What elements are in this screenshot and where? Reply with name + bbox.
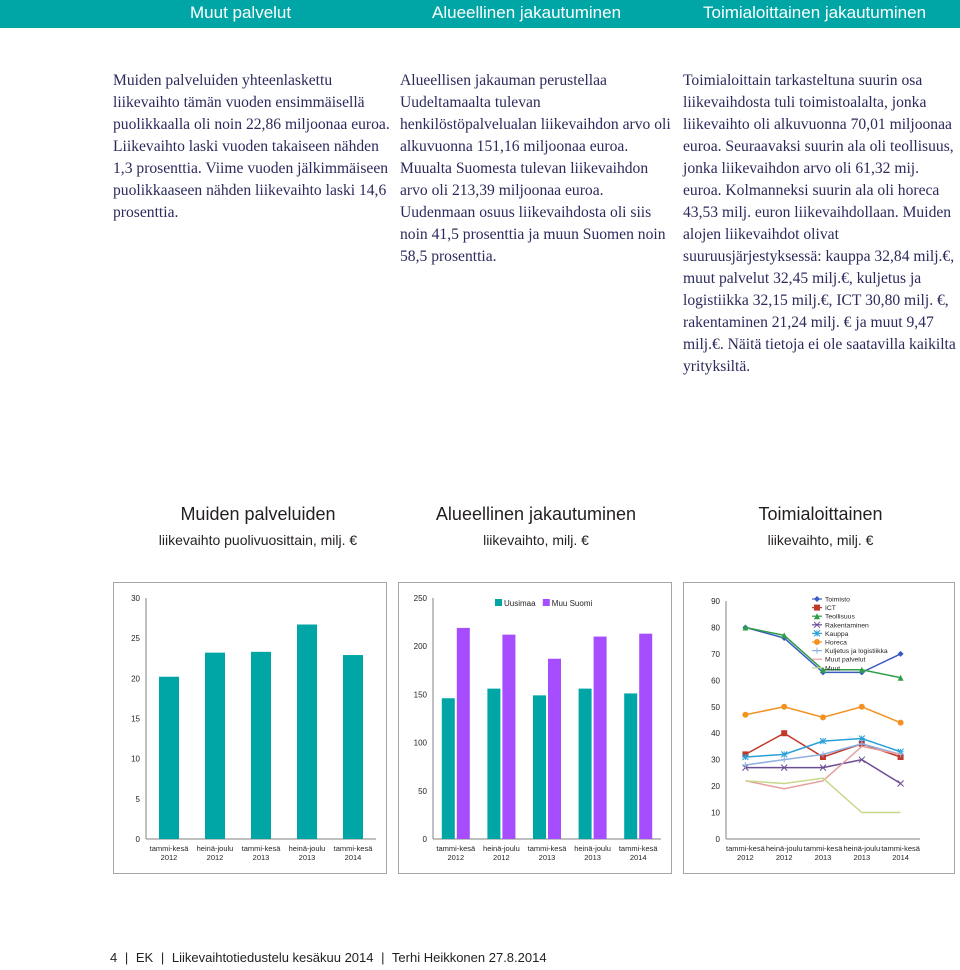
- chart2-x-tick-label: heinä-joulu: [483, 844, 520, 853]
- chart2-x-tick-year: 2013: [538, 853, 556, 862]
- chart2-bar-muu-suomi: [639, 634, 652, 839]
- chart3-legend-marker: [814, 596, 820, 602]
- text-column-muut-palvelut: Muiden palveluiden yhteenlaskettu liikevaihto tämän vuoden ensimmäisellä puolikkaalla oli noin 22,86 miljoonaa euroa. Liikevaihto laski vuoden takaiseen nähden 1,3 prosenttia. Viime vuoden jälkimmäiseen puolikkaaseen nähden liikevaihto laski 14,6 prosenttia.: [113, 72, 390, 221]
- chart3-x-tick-label: tammi-kesä: [881, 844, 920, 853]
- chart3-x-tick-label: tammi-kesä: [726, 844, 765, 853]
- chart1-bar: [297, 625, 317, 839]
- chart1-y-tick-label: 25: [131, 634, 140, 644]
- chart2-bar-muu-suomi: [457, 628, 470, 839]
- tab-alueellinen-jakautuminen[interactable]: Alueellinen jakautuminen: [432, 3, 622, 22]
- chart1-title: Muiden palveluiden: [180, 504, 336, 524]
- chart3-point-ict: [781, 730, 787, 736]
- chart2-x-tick-label: tammi-kesä: [618, 844, 658, 853]
- chart1-y-tick-label: 5: [135, 794, 140, 804]
- chart1-x-tick-year: 2013: [252, 853, 270, 862]
- chart3-point-rakentaminen: [898, 780, 904, 786]
- chart3-point-kauppa: [859, 736, 865, 742]
- chart2-legend-label: Uusimaa: [504, 599, 536, 608]
- chart3-legend-label: Kauppa: [825, 630, 849, 638]
- chart3-y-tick-label: 50: [711, 702, 720, 712]
- chart1-x-tick-year: 2013: [298, 853, 316, 862]
- chart2-bar-uusimaa: [487, 689, 500, 839]
- chart2-x-tick-year: 2014: [629, 853, 647, 862]
- chart3-y-tick-label: 80: [711, 623, 720, 633]
- chart3-box: [683, 582, 955, 874]
- tab-toimialoittainen-jakautuminen[interactable]: Toimialoittainen jakautuminen: [703, 3, 927, 22]
- footer-document: Liikevaihtotiedustelu kesäkuu 2014: [171, 950, 374, 965]
- chart2-bar-muu-suomi: [548, 659, 561, 839]
- chart2-x-tick-label: tammi-kesä: [527, 844, 567, 853]
- chart3-legend-label: ICT: [825, 605, 836, 613]
- chart1-x-tick-year: 2012: [160, 853, 178, 862]
- chart2-bar-muu-suomi: [502, 635, 515, 839]
- chart2-bar-uusimaa: [442, 698, 455, 839]
- chart3-point-kauppa: [742, 754, 748, 760]
- chart3-point-kauppa: [820, 738, 826, 744]
- chart2-y-tick-label: 100: [413, 738, 427, 748]
- chart1-x-tick-label: tammi-kesä: [333, 844, 373, 853]
- chart1-y-tick-label: 10: [131, 754, 140, 764]
- chart1-y-tick-label: 30: [131, 594, 140, 603]
- top-navigation-bar: [0, 0, 960, 28]
- chart1-bar: [251, 652, 271, 839]
- footer-author: Terhi Heikkonen 27.8.2014: [391, 950, 547, 965]
- chart2-x-tick-year: 2012: [493, 853, 510, 862]
- chart3-point-horeca: [859, 704, 865, 710]
- chart2-legend-swatch: [495, 599, 502, 606]
- chart1-x-tick-label: tammi-kesä: [149, 844, 189, 853]
- chart3-x-tick-label: heinä-joulu: [765, 844, 803, 853]
- footer-separator: |: [160, 950, 165, 965]
- footer-separator: |: [381, 950, 385, 965]
- chart2-bar-uusimaa: [624, 693, 637, 839]
- chart2-title: Alueellinen jakautuminen: [435, 504, 637, 524]
- chart3-point-horeca: [781, 704, 787, 710]
- chart3-title: Toimialoittainen: [758, 504, 883, 524]
- chart3-x-tick-year: 2013: [814, 853, 832, 862]
- chart3-line-muut: [745, 778, 900, 812]
- chart3-legend-label: Muut: [825, 665, 841, 673]
- chart2-box: [398, 582, 672, 874]
- chart2-y-tick-label: 50: [418, 786, 427, 796]
- chart3-point-horeca: [820, 714, 826, 720]
- tab-muut-palvelut[interactable]: Muut palvelut: [190, 3, 292, 22]
- chart3-y-tick-label: 20: [711, 782, 720, 792]
- chart3-x-tick-label: heinä-joulu: [843, 844, 881, 853]
- chart2-y-tick-label: 250: [413, 594, 427, 603]
- chart3-x-tick-year: 2014: [892, 853, 909, 862]
- chart1-y-tick-label: 20: [131, 674, 140, 684]
- chart3-x-tick-year: 2013: [853, 853, 871, 862]
- chart3-point-toimisto: [898, 651, 904, 657]
- chart3-y-tick-label: 60: [711, 676, 720, 686]
- chart1-y-tick-label: 0: [135, 835, 140, 844]
- chart3-point-kuljetus-ja-logistiikka: [781, 757, 787, 763]
- chart3-point-horeca: [898, 720, 904, 726]
- chart3-legend-label: Kuljetus ja logistiikka: [825, 648, 888, 656]
- chart2-y-tick-label: 200: [413, 642, 427, 652]
- chart3-legend-marker: [814, 639, 820, 645]
- chart3-subtitle: liikevaihto, milj. €: [767, 532, 874, 548]
- chart2-x-tick-year: 2013: [584, 853, 601, 862]
- chart3-y-tick-label: 90: [711, 597, 720, 606]
- chart1-x-tick-label: tammi-kesä: [241, 844, 281, 853]
- chart2-legend-swatch: [543, 599, 550, 606]
- chart2-x-tick-year: 2012: [447, 853, 465, 862]
- chart1-x-tick-label: heinä-joulu: [288, 844, 326, 853]
- chart2-svg: [399, 583, 671, 873]
- chart3-x-tick-year: 2012: [775, 853, 793, 862]
- chart3-y-tick-label: 10: [711, 808, 720, 818]
- chart2-bar-muu-suomi: [594, 637, 607, 839]
- chart3-legend-marker: [814, 630, 820, 636]
- chart1-bar: [343, 655, 363, 839]
- chart2-bar-uusimaa: [579, 689, 592, 839]
- footer-org: EK: [135, 950, 154, 965]
- chart3-legend-label: Muut palvelut: [825, 656, 866, 664]
- chart3-y-tick-label: 40: [711, 729, 720, 739]
- chart2-y-tick-label: 0: [422, 835, 427, 844]
- chart3-y-tick-label: 70: [711, 649, 720, 659]
- chart3-legend-label: Rakentaminen: [825, 622, 869, 630]
- chart1-x-tick-label: heinä-joulu: [196, 844, 234, 853]
- footer-separator: |: [124, 950, 129, 965]
- chart1-bar: [205, 653, 225, 839]
- chart1-box: [113, 582, 387, 874]
- chart3-legend-label: Teollisuus: [825, 613, 855, 621]
- footer: [110, 950, 547, 965]
- footer-page-number: 4: [110, 950, 118, 965]
- chart3-legend-label: Horeca: [825, 639, 847, 647]
- chart3-svg: [684, 583, 954, 873]
- chart3-y-tick-label: 30: [711, 755, 720, 765]
- chart3-legend-label: Toimisto: [825, 596, 850, 604]
- text-column-toimialoittainen: Toimialoittain tarkasteltuna suurin osa liikevaihdosta tuli toimistoalalta, jonka liikevaihto oli alkuvuonna 70,01 miljoonaa euroa. Seuraavaksi suurin ala oli teollisuus, jonka liikevaihdon arvo oli 61,32 mij. euroa. Kolmanneksi suurin ala oli horeca 43,53 milj. euron liikevaihdollaan. Muiden alojen liikevaihdot olivat suuruusjärjestyksessä: kauppa 32,84 milj.€, muut palvelut 32,45 milj.€, kuljetus ja logistiikka 32,15 milj.€, ICT 30,80 milj. €, rakentaminen 21,24 milj. € ja muut 9,47 milj.€. Näitä tietoja ei ole saatavilla kaikilta yrityksiltä.: [683, 72, 956, 375]
- chart1-x-tick-year: 2014: [344, 853, 362, 862]
- chart2-x-tick-label: tammi-kesä: [436, 844, 476, 853]
- chart2-bar-uusimaa: [533, 695, 546, 839]
- chart1-subtitle: liikevaihto puolivuosittain, milj. €: [158, 532, 358, 548]
- chart2-legend-label: Muu Suomi: [551, 599, 593, 608]
- chart3-point-horeca: [742, 712, 748, 718]
- chart2-x-tick-label: heinä-joulu: [574, 844, 611, 853]
- text-column-alueellinen: Alueellisen jakauman perustellaa Uudeltamaalta tulevan henkilöstöpalvelualan liikevaihdon arvo oli alkuvuonna 151,16 miljoonaa euroa. Muualta Suomesta tulevan liikevaihdon arvo oli 213,39 miljoonaa euroa. Uudenmaan osuus liikevaihdosta oli siis noin 41,5 prosenttia ja muun Suomen noin 58,5 prosenttia.: [400, 72, 671, 265]
- chart1-bar: [159, 677, 179, 839]
- chart2-subtitle: liikevaihto, milj. €: [483, 532, 589, 548]
- chart1-svg: [114, 583, 386, 873]
- chart2-y-tick-label: 150: [413, 690, 427, 700]
- chart3-legend-marker: [814, 605, 820, 611]
- chart1-y-tick-label: 15: [131, 714, 140, 724]
- chart1-x-tick-year: 2012: [206, 853, 224, 862]
- chart3-y-tick-label: 0: [715, 835, 720, 844]
- chart3-point-kauppa: [781, 751, 787, 757]
- chart3-x-tick-label: tammi-kesä: [803, 844, 843, 853]
- chart3-x-tick-year: 2012: [737, 853, 754, 862]
- chart3-legend-marker: [814, 648, 820, 654]
